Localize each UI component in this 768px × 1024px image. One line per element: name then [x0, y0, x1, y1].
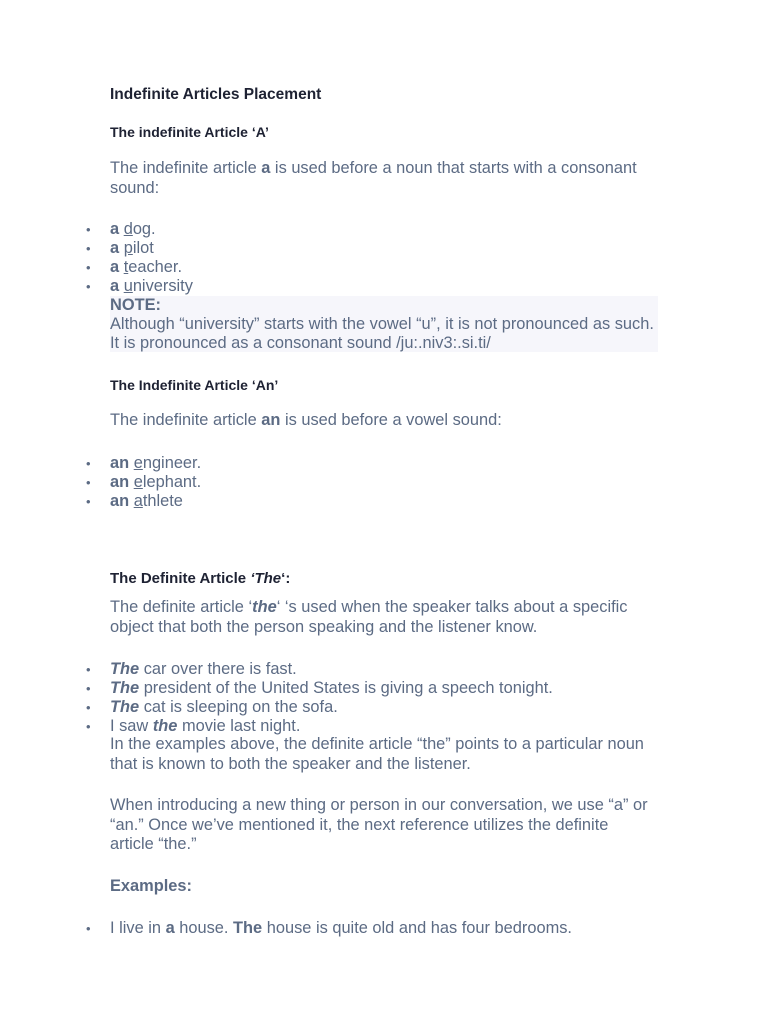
list-item: • a university: [110, 277, 670, 296]
section-the-explanation: In the examples above, the definite article “the” points to a particular noun that is known to both the speaker and the listener.: [110, 735, 644, 773]
list-item: • I live in a house. The house is quite old and has four bedrooms.: [110, 919, 670, 938]
list-item: • an elephant.: [110, 473, 670, 492]
section-the-paragraph: When introducing a new thing or person in our conversation, we use “a” or “an.” Once we’ve mentioned it, the next reference utilizes the definite article “the.”: [110, 796, 648, 853]
section-an-heading: The Indefinite Article ‘An’: [110, 377, 279, 393]
section-a-intro: The indefinite article a is used before a noun that starts with a consonant sound:: [110, 159, 637, 197]
section-the-list: [110, 660, 670, 736]
section-an-list: [110, 454, 670, 511]
list-item: • a pilot: [110, 239, 670, 258]
list-item: • a dog.: [110, 220, 670, 239]
note-label: NOTE:: [110, 296, 161, 314]
page-title: Indefinite Articles Placement: [110, 86, 322, 103]
section-a-list: [110, 220, 670, 296]
section-the-heading: The Definite Article ‘The‘:: [110, 570, 291, 587]
section-the-intro: The definite article ‘the‘ ‘s used when the speaker talks about a specific object that both the person speaking and the listener know.: [110, 598, 628, 636]
note-text: Although “university” starts with the vowel “u”, it is not pronounced as such. It is pronounced as a consonant sound /ju:.niv3:.si.ti/: [110, 315, 654, 352]
list-item: • an engineer.: [110, 454, 670, 473]
list-item: • I saw the movie last night.: [110, 717, 670, 736]
section-an-intro: The indefinite article an is used before a vowel sound:: [110, 411, 502, 429]
list-item: • The cat is sleeping on the sofa.: [110, 698, 670, 717]
list-item: • a teacher.: [110, 258, 670, 277]
section-a-heading: The indefinite Article ‘A’: [110, 124, 269, 140]
list-item: • an athlete: [110, 492, 670, 511]
list-item: • The president of the United States is giving a speech tonight.: [110, 679, 670, 698]
list-item: • The car over there is fast.: [110, 660, 670, 679]
examples-label: Examples:: [110, 877, 192, 895]
examples-list: [110, 919, 670, 938]
note-box: [110, 296, 658, 352]
